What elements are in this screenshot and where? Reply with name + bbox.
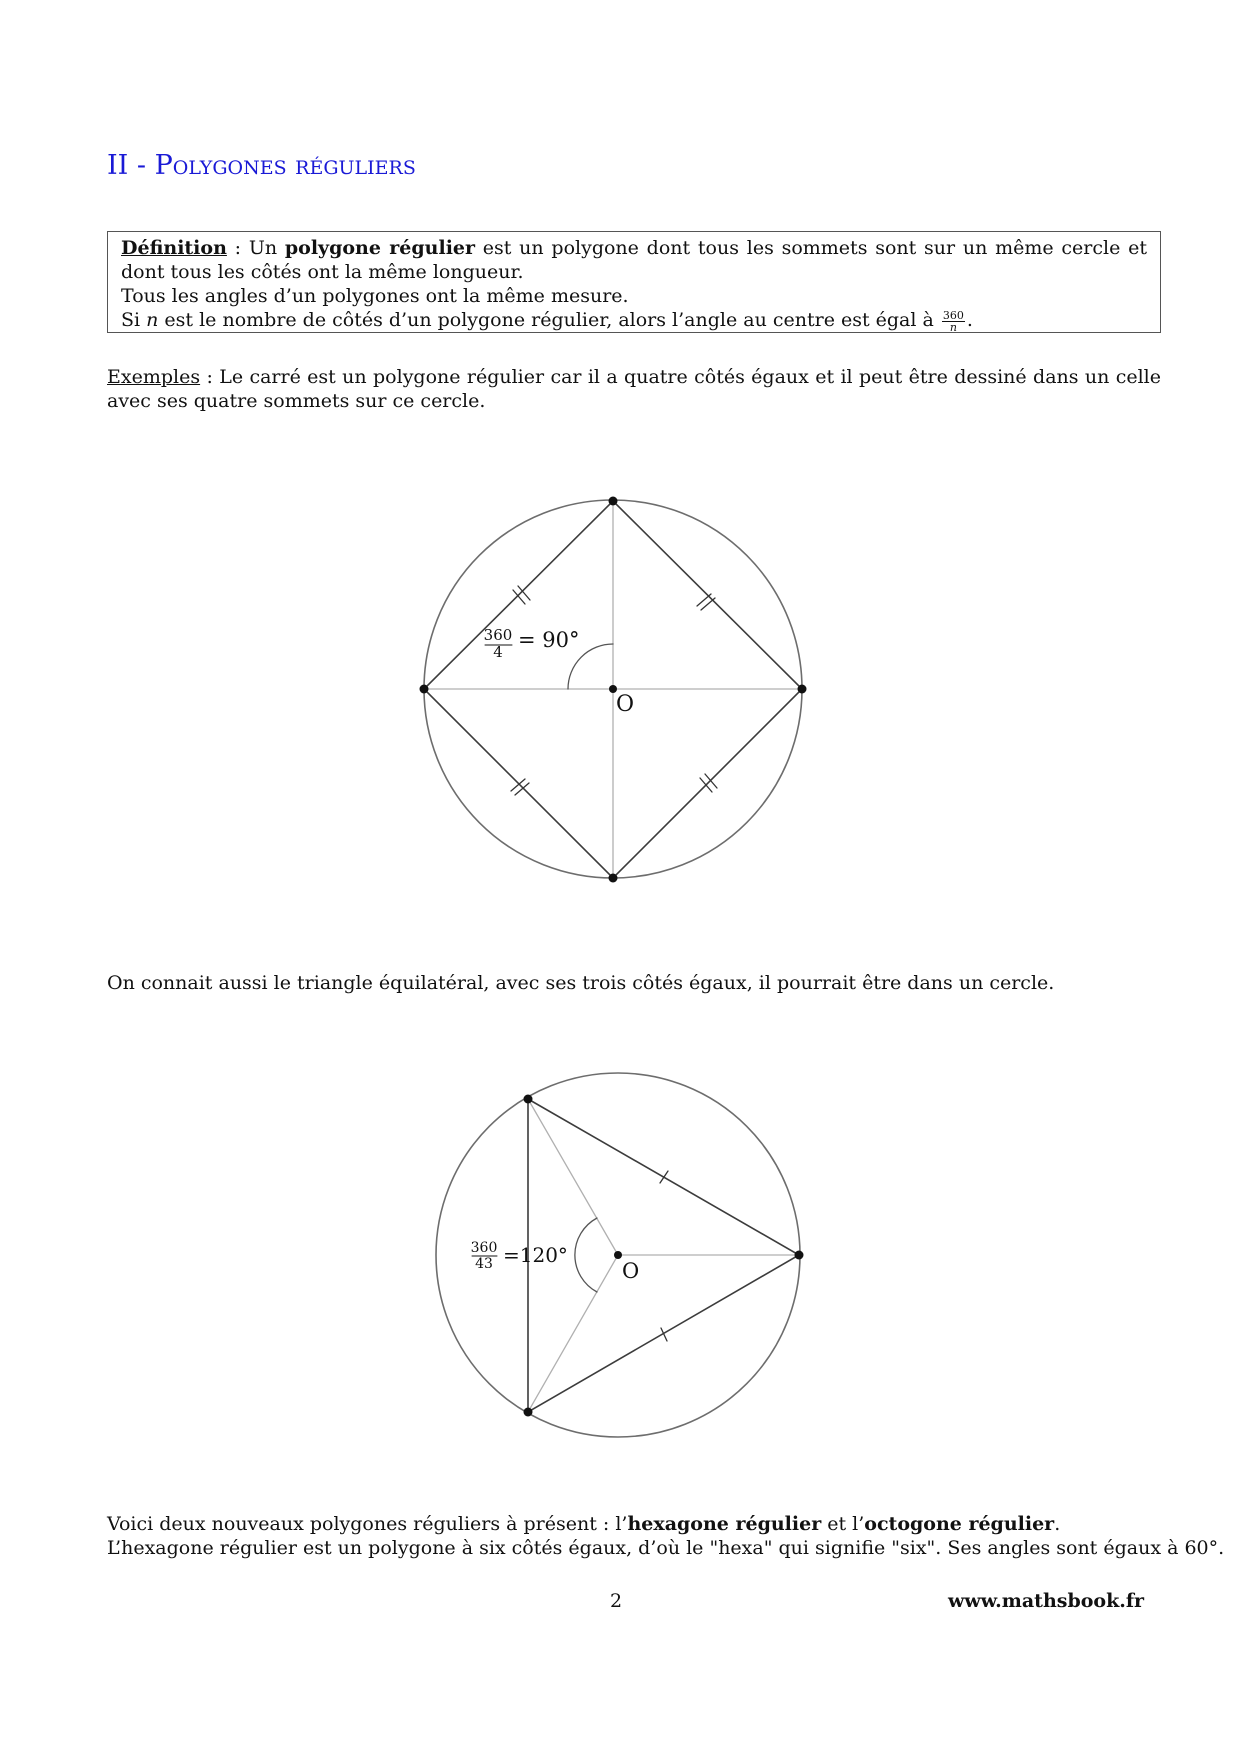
- closing-l1-mid: et l’: [821, 1513, 865, 1535]
- square-angle-frac-num: 360: [483, 626, 513, 644]
- definition-label: Définition: [121, 237, 227, 259]
- figure-square: [420, 497, 807, 883]
- square-angle-value: = 90°: [518, 628, 580, 652]
- section-name: Polygones réguliers: [154, 150, 416, 181]
- definition-frac-num: 360: [942, 308, 964, 322]
- radius-top: [528, 1099, 618, 1255]
- vertex-left: [420, 685, 429, 694]
- vertex-top: [524, 1095, 533, 1104]
- tick-top-right-2: [701, 598, 715, 610]
- square-center-label: O: [616, 692, 635, 717]
- vertex-right: [798, 685, 807, 694]
- vertex-right: [795, 1251, 804, 1260]
- page-number: 2: [610, 1590, 623, 1612]
- triangle-angle-arc: [575, 1218, 597, 1292]
- vertex-top: [609, 497, 618, 506]
- triangle-center-label: O: [622, 1259, 640, 1283]
- triangle-tick-marks: [660, 1171, 668, 1341]
- examples-label: Exemples: [107, 366, 201, 388]
- definition-line-1-rest: est un polygone dont tous les sommets sont sur un même cercle et dont tous les côtés ont la même longueur.: [121, 237, 1147, 283]
- definition-sep: : Un: [226, 237, 285, 259]
- vertex-bottom: [524, 1408, 533, 1417]
- closing-paragraph: [107, 1512, 1225, 1560]
- triangle-angle-frac-num: 360: [470, 1240, 498, 1256]
- triangle-angle-value: =120°: [503, 1243, 568, 1267]
- closing-l1-end: .: [1054, 1513, 1061, 1535]
- triangle-paragraph: On connait aussi le triangle équilatéral, avec ses trois côtés égaux, il pourrait être dans un cercle.: [107, 972, 1055, 994]
- closing-l1-start: Voici deux nouveaux polygones réguliers à présent : l’: [107, 1513, 628, 1535]
- triangle-angle-frac-den: 43: [475, 1256, 493, 1272]
- closing-line-2: L’hexagone régulier est un polygone à six côtés égaux, d’où le "hexa" qui signifie "six". Ses angles sont égaux à 60°.: [107, 1537, 1225, 1559]
- closing-octagon-term: octogone régulier: [864, 1513, 1055, 1535]
- definition-frac-den: n: [949, 320, 957, 334]
- vertex-bottom: [609, 874, 618, 883]
- definition-term: polygone régulier: [284, 237, 476, 259]
- definition-line-2: Tous les angles d’un polygones ont la même mesure.: [121, 285, 629, 307]
- section-number: II -: [107, 150, 147, 181]
- figure-triangle: [436, 1073, 804, 1437]
- definition-line-3-rest: est le nombre de côtés d’un polygone régulier, alors l’angle au centre est égal à: [158, 309, 940, 331]
- examples-text: : Le carré est un polygone régulier car il a quatre côtés égaux et il peut être dessiné dans un celle avec ses quatre sommets sur ce cercle.: [107, 366, 1161, 412]
- square-angle-frac-den: 4: [493, 643, 503, 661]
- triangle-center-point: [614, 1251, 622, 1259]
- definition-line-3-end: .: [966, 309, 973, 331]
- closing-hexagon-term: hexagone régulier: [627, 1513, 822, 1535]
- definition-line-3-start: Si: [121, 309, 147, 331]
- triangle-radii: [528, 1099, 799, 1412]
- tick-upper-side: [660, 1171, 668, 1183]
- tick-top-right-1: [697, 594, 711, 606]
- tick-bottom-left-1: [511, 779, 525, 791]
- closing-line-1: [107, 1512, 1161, 1536]
- website-link[interactable]: www.mathsbook.fr: [948, 1590, 1145, 1612]
- tick-bottom-left-2: [515, 783, 529, 795]
- radius-bottom: [528, 1255, 618, 1412]
- definition-var-n: n: [146, 309, 159, 331]
